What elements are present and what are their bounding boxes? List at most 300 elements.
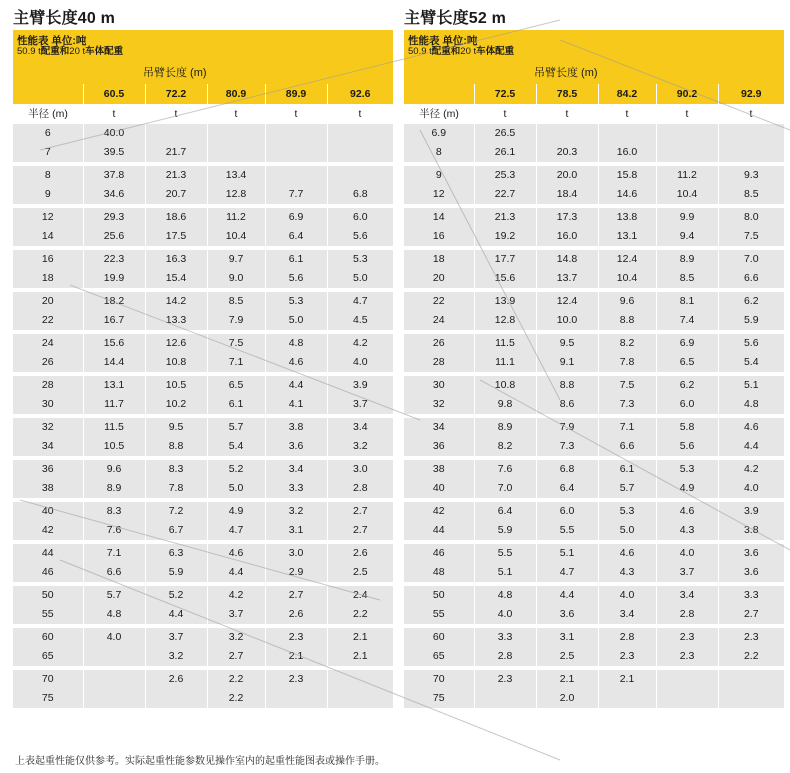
capacity-cell: 2.5 bbox=[536, 647, 598, 668]
capacity-cell: 19.2 bbox=[474, 227, 536, 248]
radius-cell: 36 bbox=[13, 458, 83, 479]
radius-cell: 24 bbox=[13, 332, 83, 353]
capacity-cell: 3.4 bbox=[656, 584, 718, 605]
capacity-cell: 4.4 bbox=[145, 605, 207, 626]
capacity-cell: 39.5 bbox=[83, 143, 145, 164]
capacity-cell: 8.8 bbox=[536, 374, 598, 395]
table-row bbox=[13, 647, 393, 668]
capacity-cell: 4.3 bbox=[598, 563, 656, 584]
capacity-cell: 11.1 bbox=[474, 353, 536, 374]
config-suffix: 车体配重 bbox=[476, 46, 515, 57]
radius-cell: 28 bbox=[13, 374, 83, 395]
capacity-cell: 40.0 bbox=[83, 124, 145, 143]
radius-cell: 16 bbox=[13, 248, 83, 269]
capacity-cell: 15.8 bbox=[598, 164, 656, 185]
capacity-cell: 3.6 bbox=[536, 605, 598, 626]
capacity-cell: 4.6 bbox=[265, 353, 327, 374]
radius-cell: 40 bbox=[404, 479, 474, 500]
length-header: 89.9 bbox=[265, 84, 327, 104]
radius-cell: 42 bbox=[404, 500, 474, 521]
table-row bbox=[13, 395, 393, 416]
config-mid2: 20 t bbox=[460, 46, 477, 57]
unit-row bbox=[13, 104, 393, 124]
capacity-cell: 3.7 bbox=[145, 626, 207, 647]
radius-cell: 70 bbox=[404, 668, 474, 689]
capacity-cell: 8.5 bbox=[656, 269, 718, 290]
capacity-cell: 7.5 bbox=[207, 332, 265, 353]
table-row bbox=[404, 269, 784, 290]
capacity-cell: 2.4 bbox=[327, 584, 393, 605]
capacity-cell: 5.5 bbox=[474, 542, 536, 563]
radius-cell: 34 bbox=[13, 437, 83, 458]
capacity-cell: 7.0 bbox=[474, 479, 536, 500]
capacity-cell: 2.3 bbox=[656, 647, 718, 668]
radius-cell: 44 bbox=[13, 542, 83, 563]
capacity-cell: 9.5 bbox=[536, 332, 598, 353]
capacity-cell: 5.9 bbox=[145, 563, 207, 584]
capacity-cell: 2.8 bbox=[327, 479, 393, 500]
capacity-cell: 17.3 bbox=[536, 206, 598, 227]
capacity-cell: 9.8 bbox=[474, 395, 536, 416]
table-row bbox=[404, 542, 784, 563]
capacity-cell: 10.0 bbox=[536, 311, 598, 332]
capacity-cell: 3.3 bbox=[474, 626, 536, 647]
capacity-cell: 2.1 bbox=[327, 626, 393, 647]
radius-cell: 38 bbox=[13, 479, 83, 500]
capacity-cell: 9.5 bbox=[145, 416, 207, 437]
capacity-cell bbox=[207, 143, 265, 164]
capacity-cell: 10.4 bbox=[207, 227, 265, 248]
capacity-cell: 8.3 bbox=[145, 458, 207, 479]
capacity-cell bbox=[327, 164, 393, 185]
capacity-cell: 4.8 bbox=[265, 332, 327, 353]
capacity-cell: 7.1 bbox=[207, 353, 265, 374]
capacity-cell bbox=[718, 668, 784, 689]
capacity-cell bbox=[265, 164, 327, 185]
table-row bbox=[13, 479, 393, 500]
capacity-cell: 4.0 bbox=[474, 605, 536, 626]
capacity-cell: 6.4 bbox=[536, 479, 598, 500]
capacity-cell: 2.7 bbox=[718, 605, 784, 626]
capacity-cell bbox=[656, 689, 718, 708]
radius-cell: 70 bbox=[13, 668, 83, 689]
table-row bbox=[404, 437, 784, 458]
capacity-cell: 11.2 bbox=[207, 206, 265, 227]
length-header: 84.2 bbox=[598, 84, 656, 104]
table-row bbox=[13, 668, 393, 689]
capacity-cell: 4.6 bbox=[718, 416, 784, 437]
table-row bbox=[13, 311, 393, 332]
capacity-cell bbox=[265, 689, 327, 708]
capacity-cell: 4.4 bbox=[718, 437, 784, 458]
capacity-cell bbox=[265, 143, 327, 164]
radius-cell: 22 bbox=[404, 290, 474, 311]
length-header-row bbox=[13, 84, 393, 104]
table-row bbox=[13, 437, 393, 458]
capacity-cell: 2.7 bbox=[327, 500, 393, 521]
capacity-cell bbox=[718, 143, 784, 164]
capacity-cell: 2.6 bbox=[265, 605, 327, 626]
capacity-cell: 8.3 bbox=[83, 500, 145, 521]
radius-cell: 55 bbox=[404, 605, 474, 626]
capacity-cell: 21.3 bbox=[145, 164, 207, 185]
capacity-cell: 5.0 bbox=[327, 269, 393, 290]
capacity-cell: 3.1 bbox=[265, 521, 327, 542]
capacity-cell: 6.2 bbox=[656, 374, 718, 395]
capacity-cell: 11.5 bbox=[83, 416, 145, 437]
capacity-cell: 3.2 bbox=[207, 626, 265, 647]
capacity-cell: 10.4 bbox=[656, 185, 718, 206]
capacity-cell bbox=[598, 124, 656, 143]
radius-cell: 32 bbox=[13, 416, 83, 437]
length-header: 92.6 bbox=[327, 84, 393, 104]
capacity-cell: 5.3 bbox=[598, 500, 656, 521]
capacity-cell: 22.7 bbox=[474, 185, 536, 206]
table-row bbox=[13, 563, 393, 584]
capacity-cell: 7.9 bbox=[207, 311, 265, 332]
capacity-cell: 20.0 bbox=[536, 164, 598, 185]
capacity-cell: 3.4 bbox=[598, 605, 656, 626]
capacity-cell: 4.2 bbox=[327, 332, 393, 353]
capacity-cell: 13.1 bbox=[598, 227, 656, 248]
capacity-cell: 3.3 bbox=[718, 584, 784, 605]
capacity-cell: 15.4 bbox=[145, 269, 207, 290]
capacity-cell: 4.2 bbox=[718, 458, 784, 479]
capacity-cell: 9.1 bbox=[536, 353, 598, 374]
table-row bbox=[404, 395, 784, 416]
table-row bbox=[13, 185, 393, 206]
capacity-cell: 25.3 bbox=[474, 164, 536, 185]
capacity-cell: 4.1 bbox=[265, 395, 327, 416]
capacity-cell: 6.7 bbox=[145, 521, 207, 542]
table-row bbox=[404, 479, 784, 500]
radius-cell: 30 bbox=[13, 395, 83, 416]
capacity-cell: 12.4 bbox=[598, 248, 656, 269]
unit-cell: t bbox=[598, 104, 656, 124]
radius-label: 半径 (m) bbox=[13, 104, 83, 124]
capacity-cell: 25.6 bbox=[83, 227, 145, 248]
capacity-cell: 4.7 bbox=[327, 290, 393, 311]
capacity-cell: 5.5 bbox=[536, 521, 598, 542]
capacity-cell: 9.4 bbox=[656, 227, 718, 248]
capacity-cell: 15.6 bbox=[474, 269, 536, 290]
capacity-cell: 4.2 bbox=[207, 584, 265, 605]
capacity-cell: 2.6 bbox=[327, 542, 393, 563]
capacity-cell: 12.4 bbox=[536, 290, 598, 311]
boom-length-label: 吊臂长度 (m) bbox=[83, 62, 393, 84]
table-row bbox=[13, 164, 393, 185]
capacity-cell bbox=[327, 143, 393, 164]
footnote: 上表起重性能仅供参考。实际起重性能参数见操作室内的起重性能图表或操作手册。 bbox=[15, 756, 385, 767]
capacity-cell bbox=[327, 668, 393, 689]
capacity-cell: 2.7 bbox=[207, 647, 265, 668]
capacity-cell: 5.0 bbox=[598, 521, 656, 542]
capacity-cell: 6.5 bbox=[656, 353, 718, 374]
length-header: 92.9 bbox=[718, 84, 784, 104]
capacity-cell: 4.0 bbox=[656, 542, 718, 563]
config-header bbox=[13, 30, 393, 62]
table-row bbox=[404, 458, 784, 479]
capacity-cell: 3.7 bbox=[656, 563, 718, 584]
unit-cell: t bbox=[83, 104, 145, 124]
capacity-cell: 8.5 bbox=[718, 185, 784, 206]
capacity-cell: 7.5 bbox=[718, 227, 784, 248]
radius-cell: 75 bbox=[404, 689, 474, 708]
capacity-cell: 4.4 bbox=[207, 563, 265, 584]
capacity-cell: 6.6 bbox=[718, 269, 784, 290]
table-row bbox=[404, 206, 784, 227]
capacity-cell: 13.3 bbox=[145, 311, 207, 332]
capacity-cell: 3.7 bbox=[207, 605, 265, 626]
capacity-cell: 9.7 bbox=[207, 248, 265, 269]
capacity-cell: 5.2 bbox=[145, 584, 207, 605]
capacity-cell: 5.9 bbox=[474, 521, 536, 542]
capacity-cell: 5.9 bbox=[718, 311, 784, 332]
radius-cell: 8 bbox=[404, 143, 474, 164]
capacity-cell: 7.4 bbox=[656, 311, 718, 332]
capacity-cell: 5.1 bbox=[718, 374, 784, 395]
unit-cell: t bbox=[207, 104, 265, 124]
length-header: 72.5 bbox=[474, 84, 536, 104]
capacity-cell: 19.9 bbox=[83, 269, 145, 290]
capacity-cell: 18.4 bbox=[536, 185, 598, 206]
table-row bbox=[404, 500, 784, 521]
table-row bbox=[13, 290, 393, 311]
radius-cell: 14 bbox=[13, 227, 83, 248]
capacity-cell: 29.3 bbox=[83, 206, 145, 227]
capacity-cell bbox=[536, 124, 598, 143]
unit-cell: t bbox=[656, 104, 718, 124]
capacity-cell: 6.2 bbox=[718, 290, 784, 311]
capacity-cell: 6.8 bbox=[327, 185, 393, 206]
capacity-cell: 2.3 bbox=[474, 668, 536, 689]
radius-cell: 50 bbox=[13, 584, 83, 605]
capacity-cell: 3.3 bbox=[265, 479, 327, 500]
capacity-cell: 3.2 bbox=[265, 500, 327, 521]
capacity-cell: 5.3 bbox=[656, 458, 718, 479]
table-row bbox=[13, 248, 393, 269]
config-mid: 配重和 bbox=[431, 46, 461, 57]
capacity-cell: 15.6 bbox=[83, 332, 145, 353]
radius-cell: 60 bbox=[13, 626, 83, 647]
capacity-cell: 11.7 bbox=[83, 395, 145, 416]
capacity-cell: 6.1 bbox=[598, 458, 656, 479]
capacity-cell: 4.0 bbox=[598, 584, 656, 605]
capacity-cell: 2.6 bbox=[145, 668, 207, 689]
capacity-cell: 2.2 bbox=[327, 605, 393, 626]
table-row bbox=[404, 290, 784, 311]
capacity-cell: 7.3 bbox=[598, 395, 656, 416]
capacity-cell: 17.5 bbox=[145, 227, 207, 248]
capacity-cell: 6.0 bbox=[536, 500, 598, 521]
radius-cell: 8 bbox=[13, 164, 83, 185]
capacity-cell: 10.8 bbox=[145, 353, 207, 374]
table-row bbox=[404, 374, 784, 395]
capacity-cell: 13.4 bbox=[207, 164, 265, 185]
capacity-cell: 2.3 bbox=[598, 647, 656, 668]
capacity-cell: 14.8 bbox=[536, 248, 598, 269]
capacity-cell: 6.6 bbox=[83, 563, 145, 584]
capacity-cell: 6.5 bbox=[207, 374, 265, 395]
capacity-cell: 4.8 bbox=[474, 584, 536, 605]
radius-cell: 55 bbox=[13, 605, 83, 626]
capacity-cell: 7.5 bbox=[598, 374, 656, 395]
capacity-cell: 8.1 bbox=[656, 290, 718, 311]
capacity-cell: 3.9 bbox=[327, 374, 393, 395]
capacity-cell: 18.6 bbox=[145, 206, 207, 227]
capacity-cell: 3.0 bbox=[265, 542, 327, 563]
capacity-cell: 16.0 bbox=[536, 227, 598, 248]
capacity-cell: 5.3 bbox=[265, 290, 327, 311]
table-row bbox=[13, 227, 393, 248]
table-row bbox=[404, 605, 784, 626]
capacity-cell: 7.1 bbox=[83, 542, 145, 563]
capacity-cell: 3.6 bbox=[265, 437, 327, 458]
table-row bbox=[404, 689, 784, 708]
capacity-cell: 2.3 bbox=[265, 626, 327, 647]
capacity-cell: 8.8 bbox=[598, 311, 656, 332]
radius-label: 半径 (m) bbox=[404, 104, 474, 124]
table-row bbox=[404, 521, 784, 542]
capacity-cell: 2.8 bbox=[598, 626, 656, 647]
radius-cell: 42 bbox=[13, 521, 83, 542]
capacity-cell: 6.0 bbox=[656, 395, 718, 416]
radius-cell: 24 bbox=[404, 311, 474, 332]
capacity-cell: 10.5 bbox=[145, 374, 207, 395]
capacity-cell: 4.8 bbox=[718, 395, 784, 416]
capacity-cell: 21.3 bbox=[474, 206, 536, 227]
capacity-cell: 16.0 bbox=[598, 143, 656, 164]
capacity-cell: 12.8 bbox=[207, 185, 265, 206]
capacity-cell: 4.5 bbox=[327, 311, 393, 332]
capacity-cell bbox=[327, 124, 393, 143]
capacity-cell: 11.2 bbox=[656, 164, 718, 185]
capacity-cell: 5.4 bbox=[718, 353, 784, 374]
capacity-cell: 2.9 bbox=[265, 563, 327, 584]
capacity-cell: 4.0 bbox=[718, 479, 784, 500]
capacity-cell: 5.7 bbox=[83, 584, 145, 605]
capacity-cell: 5.6 bbox=[265, 269, 327, 290]
capacity-cell: 3.8 bbox=[718, 521, 784, 542]
table-title: 主臂长度40 m bbox=[13, 10, 116, 27]
table-row bbox=[13, 605, 393, 626]
capacity-cell: 12.8 bbox=[474, 311, 536, 332]
capacity-cell: 3.6 bbox=[718, 563, 784, 584]
capacity-cell: 3.1 bbox=[536, 626, 598, 647]
radius-cell: 40 bbox=[13, 500, 83, 521]
capacity-cell: 2.2 bbox=[207, 689, 265, 708]
capacity-cell: 6.3 bbox=[145, 542, 207, 563]
radius-cell: 75 bbox=[13, 689, 83, 708]
table-row bbox=[404, 584, 784, 605]
length-header: 60.5 bbox=[83, 84, 145, 104]
capacity-cell: 11.5 bbox=[474, 332, 536, 353]
capacity-cell: 4.8 bbox=[83, 605, 145, 626]
radius-cell: 44 bbox=[404, 521, 474, 542]
table-row bbox=[404, 143, 784, 164]
capacity-cell: 3.4 bbox=[327, 416, 393, 437]
boom-length-label: 吊臂长度 (m) bbox=[474, 62, 784, 84]
radius-cell: 38 bbox=[404, 458, 474, 479]
table-row bbox=[13, 332, 393, 353]
table-row bbox=[404, 647, 784, 668]
capacity-cell bbox=[145, 689, 207, 708]
unit-cell: t bbox=[536, 104, 598, 124]
capacity-cell: 37.8 bbox=[83, 164, 145, 185]
capacity-cell: 22.3 bbox=[83, 248, 145, 269]
unit-cell: t bbox=[718, 104, 784, 124]
capacity-cell: 9.6 bbox=[598, 290, 656, 311]
unit-cell: t bbox=[327, 104, 393, 124]
capacity-cell: 21.7 bbox=[145, 143, 207, 164]
blank-cell bbox=[404, 62, 474, 84]
capacity-cell: 13.7 bbox=[536, 269, 598, 290]
table-row bbox=[404, 416, 784, 437]
capacity-cell: 6.1 bbox=[207, 395, 265, 416]
capacity-cell: 9.0 bbox=[207, 269, 265, 290]
radius-cell: 22 bbox=[13, 311, 83, 332]
capacity-cell: 7.0 bbox=[718, 248, 784, 269]
capacity-cell: 3.6 bbox=[718, 542, 784, 563]
table-row bbox=[404, 332, 784, 353]
capacity-cell: 8.6 bbox=[536, 395, 598, 416]
table-row bbox=[404, 227, 784, 248]
capacity-cell: 2.1 bbox=[598, 668, 656, 689]
radius-cell: 12 bbox=[404, 185, 474, 206]
length-header: 72.2 bbox=[145, 84, 207, 104]
table-row bbox=[404, 563, 784, 584]
capacity-cell: 10.5 bbox=[83, 437, 145, 458]
table-row bbox=[13, 521, 393, 542]
table-row bbox=[13, 143, 393, 164]
capacity-cell: 5.1 bbox=[474, 563, 536, 584]
capacity-cell: 2.3 bbox=[265, 668, 327, 689]
capacity-cell: 14.4 bbox=[83, 353, 145, 374]
radius-cell: 65 bbox=[13, 647, 83, 668]
capacity-cell: 7.6 bbox=[83, 521, 145, 542]
capacity-cell: 4.4 bbox=[265, 374, 327, 395]
capacity-cell: 5.1 bbox=[536, 542, 598, 563]
capacity-cell: 3.8 bbox=[265, 416, 327, 437]
capacity-cell: 5.4 bbox=[207, 437, 265, 458]
config-prefix: 50.9 t bbox=[17, 46, 41, 57]
load-chart-panel-40m bbox=[13, 8, 393, 708]
capacity-cell bbox=[656, 124, 718, 143]
capacity-cell: 8.9 bbox=[83, 479, 145, 500]
length-header-row bbox=[404, 84, 784, 104]
table-row bbox=[404, 626, 784, 647]
capacity-cell: 2.2 bbox=[718, 647, 784, 668]
capacity-cell: 7.2 bbox=[145, 500, 207, 521]
load-table bbox=[13, 62, 393, 708]
capacity-cell bbox=[207, 124, 265, 143]
capacity-cell: 3.2 bbox=[327, 437, 393, 458]
capacity-cell: 2.1 bbox=[265, 647, 327, 668]
radius-cell: 9 bbox=[404, 164, 474, 185]
table-row bbox=[13, 353, 393, 374]
radius-cell: 32 bbox=[404, 395, 474, 416]
capacity-cell: 7.6 bbox=[474, 458, 536, 479]
capacity-cell: 34.6 bbox=[83, 185, 145, 206]
capacity-cell: 7.3 bbox=[536, 437, 598, 458]
config-suffix: 车体配重 bbox=[85, 46, 124, 57]
table-row bbox=[13, 206, 393, 227]
capacity-cell: 5.6 bbox=[327, 227, 393, 248]
capacity-cell: 6.4 bbox=[474, 500, 536, 521]
radius-cell: 18 bbox=[13, 269, 83, 290]
capacity-cell bbox=[598, 689, 656, 708]
radius-cell: 16 bbox=[404, 227, 474, 248]
